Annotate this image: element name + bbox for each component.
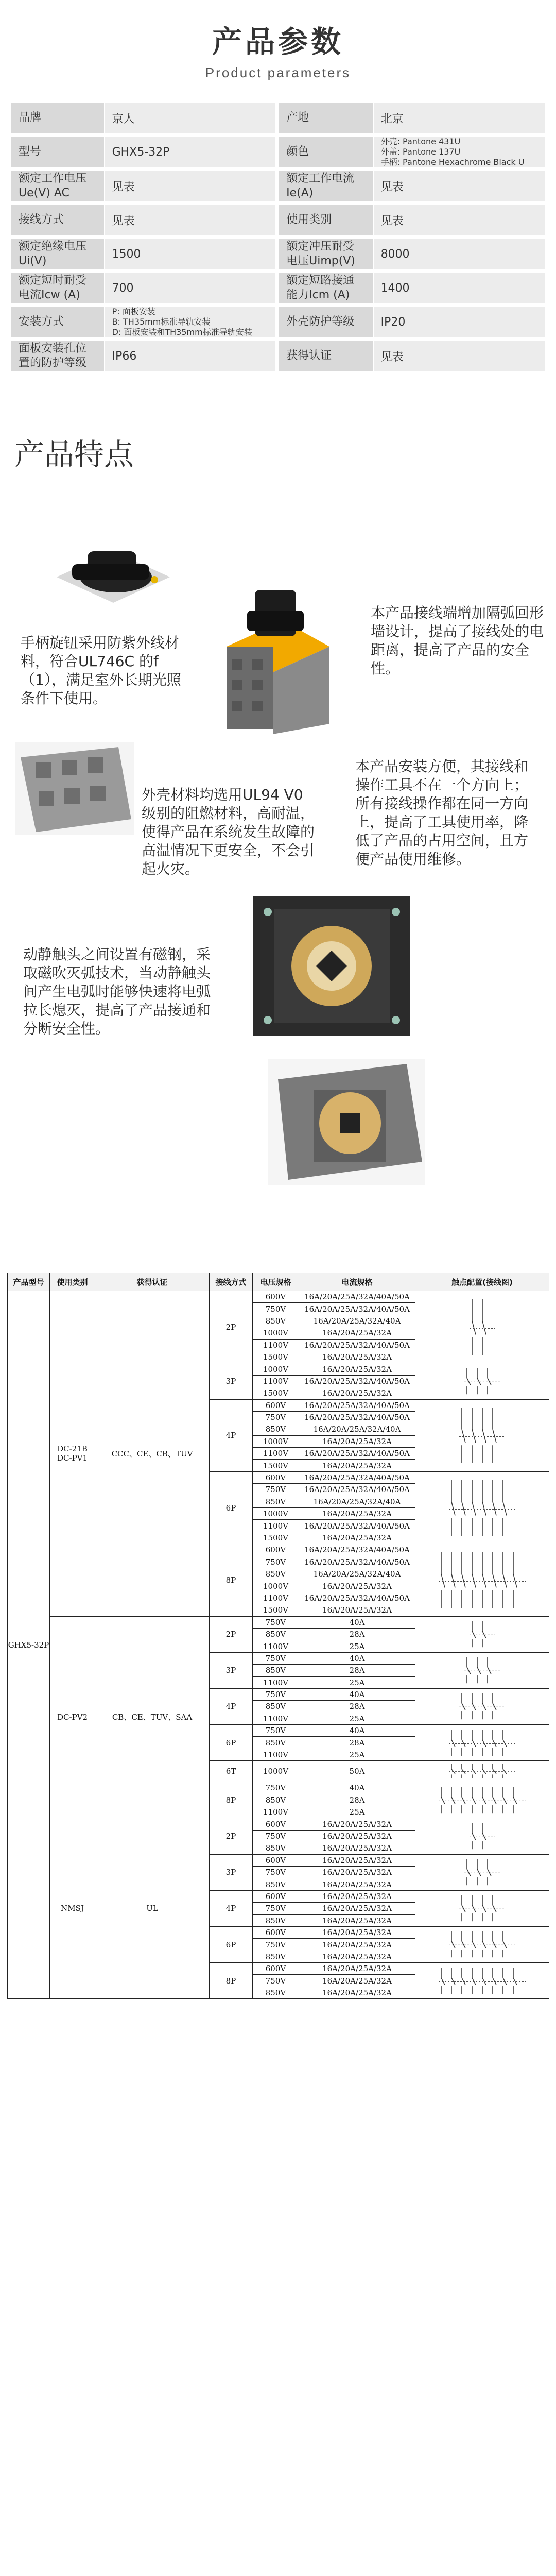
spec-current: 16A/20A/25A/32A [299, 1926, 415, 1938]
spec-current: 16A/20A/25A/32A/40A/50A [299, 1399, 415, 1411]
spec-row [8, 1291, 549, 1303]
spec-voltage: 750V [253, 1725, 299, 1737]
spec-wiring: 8P [210, 1544, 253, 1616]
spec-wiring: 4P [210, 1399, 253, 1471]
spec-certification: CCC、CE、CB、TUV [95, 1291, 210, 1617]
param-key: 额定短路接通能力Icm (A) [279, 273, 373, 307]
spec-voltage: 1000V [253, 1508, 299, 1520]
spec-current: 16A/20A/25A/32A [299, 1818, 415, 1830]
spec-voltage: 600V [253, 1854, 299, 1866]
spec-voltage: 1100V [253, 1592, 299, 1604]
spec-header-cell: 电流规格 [299, 1273, 415, 1291]
wiring-diagram [415, 1616, 549, 1652]
spec-current: 16A/20A/25A/32A [299, 1604, 415, 1616]
spec-voltage: 750V [253, 1616, 299, 1628]
spec-voltage: 750V [253, 1303, 299, 1315]
spec-voltage: 600V [253, 1291, 299, 1303]
spec-voltage: 750V [253, 1484, 299, 1496]
spec-voltage: 600V [253, 1890, 299, 1902]
spec-current: 16A/20A/25A/32A [299, 1951, 415, 1962]
spec-wiring: 2P [210, 1291, 253, 1363]
spec-current: 25A [299, 1749, 415, 1760]
spec-current: 16A/20A/25A/32A [299, 1890, 415, 1902]
wiring-diagram [415, 1363, 549, 1399]
spec-voltage: 750V [253, 1782, 299, 1794]
wiring-diagram [415, 1544, 549, 1616]
spec-current: 16A/20A/25A/32A [299, 1830, 415, 1842]
spec-voltage: 850V [253, 1914, 299, 1926]
spec-current: 40A [299, 1616, 415, 1628]
spec-voltage: 850V [253, 1987, 299, 1998]
spec-wiring: 3P [210, 1652, 253, 1688]
param-row [11, 307, 545, 341]
spec-voltage: 750V [253, 1830, 299, 1842]
spec-current: 16A/20A/25A/32A/40A/50A [299, 1592, 415, 1604]
feature-flame-retardant: 外壳材料均选用UL94 V0级别的阻燃材料，高耐温，使得产品在系统发生故障的高温情况下更安全，不会引起火灾。 [142, 786, 315, 877]
spec-voltage: 750V [253, 1903, 299, 1914]
param-value: GHX5-32P [105, 137, 280, 171]
param-key: 额定绝缘电压Ui(V) [11, 239, 105, 273]
wiring-diagram [415, 1291, 549, 1363]
spec-voltage: 1000V [253, 1327, 299, 1339]
param-value: 北京 [374, 103, 545, 137]
page-title: 产品参数 [212, 24, 344, 59]
spec-voltage: 1000V [253, 1580, 299, 1592]
param-value: 8000 [374, 239, 545, 273]
wiring-diagram [415, 1471, 549, 1544]
spec-current: 16A/20A/25A/32A/40A [299, 1315, 415, 1327]
spec-current: 16A/20A/25A/32A [299, 1866, 415, 1878]
spec-voltage: 850V [253, 1951, 299, 1962]
wiring-diagram [415, 1926, 549, 1962]
spec-current: 16A/20A/25A/32A [299, 1975, 415, 1987]
spec-current: 16A/20A/25A/32A [299, 1532, 415, 1544]
feature-uv-handle: 手柄旋钮采用防紫外线材料，符合UL746C 的f（1），满足室外长期光照条件下使用。 [21, 634, 181, 707]
spec-voltage: 600V [253, 1963, 299, 1975]
param-value: 京人 [105, 103, 280, 137]
spec-voltage: 850V [253, 1737, 299, 1749]
spec-current: 28A [299, 1701, 415, 1713]
spec-voltage: 1100V [253, 1640, 299, 1652]
spec-wiring: 3P [210, 1363, 253, 1399]
spec-voltage: 1100V [253, 1806, 299, 1818]
spec-current: 16A/20A/25A/32A [299, 1963, 415, 1975]
param-key: 额定工作电压Ue(V) AC [11, 171, 105, 205]
wiring-diagram [415, 1688, 549, 1724]
wiring-diagram [415, 1854, 549, 1890]
spec-voltage: 600V [253, 1399, 299, 1411]
spec-voltage: 1000V [253, 1363, 299, 1375]
spec-voltage: 600V [253, 1471, 299, 1483]
spec-row [8, 1616, 549, 1628]
internal-top-view-image [253, 896, 410, 1036]
spec-voltage: 1100V [253, 1375, 299, 1387]
spec-current: 16A/20A/25A/32A [299, 1435, 415, 1447]
param-row [11, 205, 545, 239]
param-key: 额定短时耐受电流Icw (A) [11, 273, 105, 307]
param-key: 面板安装孔位置的防护等级 [11, 341, 105, 375]
spec-voltage: 850V [253, 1665, 299, 1676]
param-value: 见表 [105, 205, 280, 239]
param-row [11, 273, 545, 307]
wiring-diagram [415, 1725, 549, 1761]
spec-voltage: 850V [253, 1794, 299, 1806]
spec-current: 28A [299, 1665, 415, 1676]
spec-current: 16A/20A/25A/32A/40A/50A [299, 1556, 415, 1568]
spec-category: DC-21B DC-PV1 [50, 1291, 95, 1617]
spec-voltage: 750V [253, 1866, 299, 1878]
param-key: 外壳防护等级 [279, 307, 373, 341]
spec-current: 16A/20A/25A/32A [299, 1363, 415, 1375]
param-value: IP66 [105, 341, 280, 375]
spec-current: 16A/20A/25A/32A [299, 1508, 415, 1520]
spec-current: 16A/20A/25A/32A/40A/50A [299, 1520, 415, 1532]
handle-knob-image [51, 541, 175, 613]
spec-voltage: 1500V [253, 1460, 299, 1471]
spec-model: GHX5-32P [8, 1291, 50, 1999]
spec-current: 28A [299, 1628, 415, 1640]
spec-wiring: 2P [210, 1818, 253, 1854]
param-key: 产地 [279, 103, 373, 137]
feature-arc-wall: 本产品接线端增加隔弧回形墙设计，提高了接线处的电距离，提高了产品的安全性。 [371, 604, 544, 677]
spec-voltage: 850V [253, 1423, 299, 1435]
spec-current: 16A/20A/25A/32A [299, 1387, 415, 1399]
param-value: P: 面板安装 B: TH35mm标准导轨安装 D: 面板安装和TH35mm标准导轨安装 [105, 307, 280, 341]
wiring-diagram [415, 1761, 549, 1782]
params-table [11, 103, 545, 375]
spec-current: 16A/20A/25A/32A [299, 1854, 415, 1866]
spec-voltage: 1500V [253, 1351, 299, 1363]
spec-current: 16A/20A/25A/32A/40A/50A [299, 1291, 415, 1303]
wiring-diagram [415, 1963, 549, 1999]
spec-current: 16A/20A/25A/32A [299, 1987, 415, 1998]
spec-current: 40A [299, 1688, 415, 1700]
spec-current: 28A [299, 1737, 415, 1749]
param-key: 品牌 [11, 103, 105, 137]
spec-voltage: 600V [253, 1818, 299, 1830]
spec-header-cell: 触点配置(接线图) [415, 1273, 549, 1291]
param-value: 见表 [374, 341, 545, 375]
spec-current: 50A [299, 1761, 415, 1782]
spec-current: 16A/20A/25A/32A/40A/50A [299, 1544, 415, 1556]
spec-current: 40A [299, 1725, 415, 1737]
param-value: 1400 [374, 273, 545, 307]
spec-current: 25A [299, 1806, 415, 1818]
param-key: 额定冲压耐受电压Uimp(V) [279, 239, 373, 273]
spec-current: 16A/20A/25A/32A/40A/50A [299, 1303, 415, 1315]
spec-certification: UL [95, 1818, 210, 1999]
spec-certification: CB、CE、TUV、SAA [95, 1616, 210, 1818]
param-key: 型号 [11, 137, 105, 171]
spec-current: 16A/20A/25A/32A/40A/50A [299, 1339, 415, 1351]
param-value: 1500 [105, 239, 280, 273]
spec-voltage: 600V [253, 1926, 299, 1938]
spec-wiring: 4P [210, 1890, 253, 1926]
spec-voltage: 600V [253, 1544, 299, 1556]
param-value: 700 [105, 273, 280, 307]
param-value: 见表 [105, 171, 280, 205]
spec-table [7, 1273, 549, 1999]
spec-voltage: 1100V [253, 1520, 299, 1532]
feature-magnetic-arc: 动静触头之间设置有磁钢，采取磁吹灭弧技术，当动静触头间产生电弧时能够快速将电弧拉长熄灭，提高了产品接通和分断安全性。 [23, 946, 211, 1037]
spec-current: 16A/20A/25A/32A [299, 1914, 415, 1926]
spec-current: 16A/20A/25A/32A/40A/50A [299, 1411, 415, 1423]
spec-current: 16A/20A/25A/32A/40A [299, 1496, 415, 1507]
spec-voltage: 1000V [253, 1761, 299, 1782]
spec-voltage: 850V [253, 1878, 299, 1890]
param-row [11, 103, 545, 137]
param-value: IP20 [374, 307, 545, 341]
param-key: 安装方式 [11, 307, 105, 341]
spec-wiring: 8P [210, 1963, 253, 1999]
spec-voltage: 1500V [253, 1532, 299, 1544]
page-subtitle: Product parameters [205, 65, 351, 80]
spec-voltage: 750V [253, 1411, 299, 1423]
spec-voltage: 850V [253, 1842, 299, 1854]
spec-voltage: 1100V [253, 1339, 299, 1351]
spec-voltage: 850V [253, 1701, 299, 1713]
spec-current: 16A/20A/25A/32A/40A/50A [299, 1471, 415, 1483]
spec-wiring: 6P [210, 1471, 253, 1544]
spec-voltage: 1100V [253, 1676, 299, 1688]
spec-wiring: 2P [210, 1616, 253, 1652]
spec-row [8, 1818, 549, 1830]
param-value: 见表 [374, 171, 545, 205]
param-key: 使用类别 [279, 205, 373, 239]
spec-current: 16A/20A/25A/32A [299, 1939, 415, 1951]
spec-voltage: 1100V [253, 1749, 299, 1760]
wiring-diagram [415, 1652, 549, 1688]
spec-current: 40A [299, 1652, 415, 1664]
spec-category: DC-PV2 [50, 1616, 95, 1818]
param-key: 获得认证 [279, 341, 373, 375]
spec-voltage: 1000V [253, 1435, 299, 1447]
spec-current: 16A/20A/25A/32A [299, 1903, 415, 1914]
wiring-diagram [415, 1890, 549, 1926]
spec-current: 16A/20A/25A/32A/40A/50A [299, 1484, 415, 1496]
param-value: 外壳: Pantone 431U 外盖: Pantone 137U 手柄: Pantone Hexachrome Black U [374, 137, 545, 171]
spec-current: 16A/20A/25A/32A/40A/50A [299, 1448, 415, 1460]
spec-wiring: 4P [210, 1688, 253, 1724]
param-key: 颜色 [279, 137, 373, 171]
spec-current: 16A/20A/25A/32A [299, 1460, 415, 1471]
spec-header-cell: 接线方式 [210, 1273, 253, 1291]
spec-current: 28A [299, 1794, 415, 1806]
param-row [11, 239, 545, 273]
spec-current: 16A/20A/25A/32A [299, 1351, 415, 1363]
spec-header-cell: 电压规格 [253, 1273, 299, 1291]
feature-easy-install: 本产品安装方便，其接线和操作工具不在一个方向上；所有接线操作都在同一方向上，提高了工具使用率，降低了产品的占用空间，且方便产品使用维修。 [355, 758, 529, 868]
param-row [11, 137, 545, 171]
switch-body-image [216, 569, 335, 739]
spec-voltage: 1100V [253, 1448, 299, 1460]
wiring-diagram [415, 1399, 549, 1471]
spec-voltage: 1500V [253, 1387, 299, 1399]
spec-voltage: 750V [253, 1556, 299, 1568]
spec-current: 16A/20A/25A/32A/40A [299, 1423, 415, 1435]
wiring-diagram [415, 1782, 549, 1818]
spec-wiring: 6P [210, 1926, 253, 1962]
spec-wiring: 6T [210, 1761, 253, 1782]
spec-voltage: 1500V [253, 1604, 299, 1616]
spec-current: 40A [299, 1782, 415, 1794]
spec-voltage: 750V [253, 1688, 299, 1700]
spec-wiring: 8P [210, 1782, 253, 1818]
wiring-diagram [415, 1818, 549, 1854]
spec-voltage: 1100V [253, 1713, 299, 1724]
features-title: 产品特点 [14, 437, 134, 472]
spec-header-cell: 产品型号 [8, 1273, 50, 1291]
spec-voltage: 750V [253, 1652, 299, 1664]
spec-voltage: 750V [253, 1939, 299, 1951]
spec-current: 25A [299, 1676, 415, 1688]
spec-wiring: 6P [210, 1725, 253, 1761]
spec-voltage: 750V [253, 1975, 299, 1987]
spec-current: 16A/20A/25A/32A/40A [299, 1568, 415, 1580]
param-value: 见表 [374, 205, 545, 239]
spec-current: 16A/20A/25A/32A [299, 1327, 415, 1339]
spec-current: 16A/20A/25A/32A [299, 1580, 415, 1592]
param-row [11, 171, 545, 205]
spec-voltage: 850V [253, 1315, 299, 1327]
param-row [11, 341, 545, 375]
spec-current: 25A [299, 1640, 415, 1652]
terminal-closeup-image [15, 742, 134, 835]
param-key: 额定工作电流Ie(A) [279, 171, 373, 205]
spec-wiring: 3P [210, 1854, 253, 1890]
page-header [0, 0, 556, 88]
spec-voltage: 850V [253, 1496, 299, 1507]
param-key: 接线方式 [11, 205, 105, 239]
spec-current: 16A/20A/25A/32A/40A/50A [299, 1375, 415, 1387]
spec-current: 16A/20A/25A/32A [299, 1878, 415, 1890]
spec-voltage: 850V [253, 1568, 299, 1580]
spec-category: NMSJ [50, 1818, 95, 1999]
spec-header-cell: 使用类别 [50, 1273, 95, 1291]
spec-current: 25A [299, 1713, 415, 1724]
internal-side-view-image [268, 1059, 425, 1185]
spec-header-cell: 获得认证 [95, 1273, 210, 1291]
spec-current: 16A/20A/25A/32A [299, 1842, 415, 1854]
spec-voltage: 850V [253, 1628, 299, 1640]
